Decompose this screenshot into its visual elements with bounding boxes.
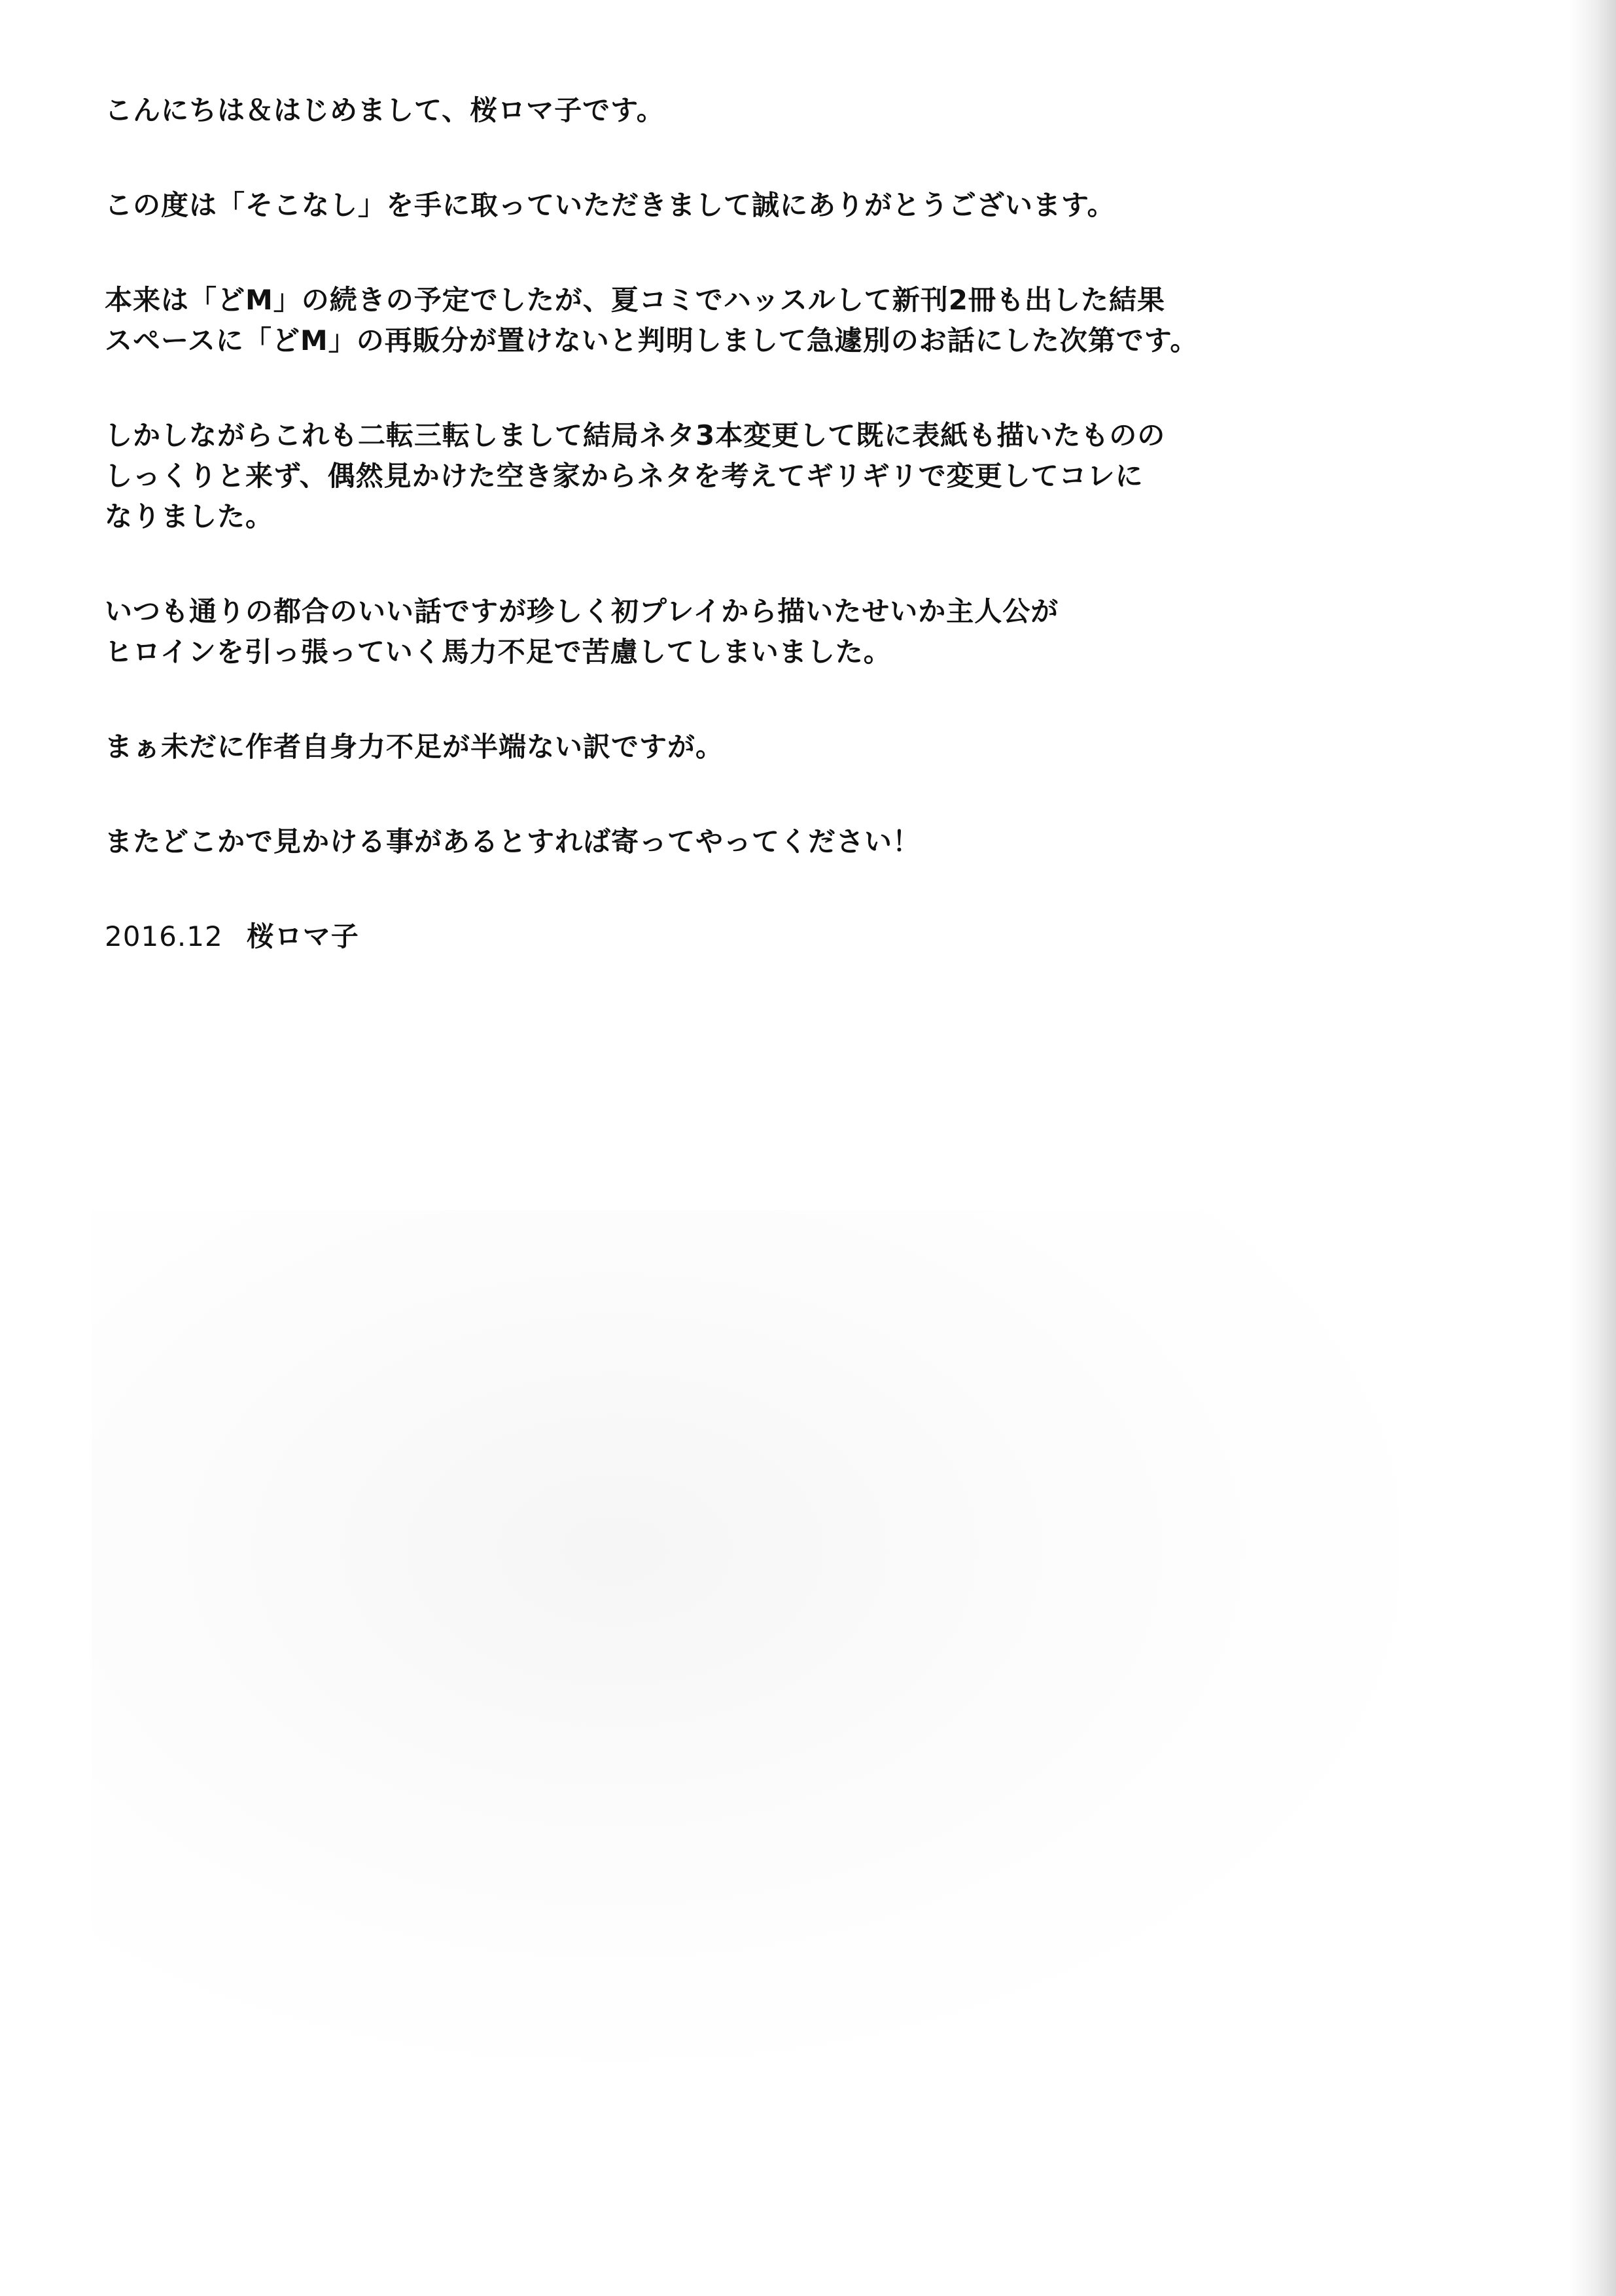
paragraph-background [105, 280, 1413, 361]
text-line: 本来は「どM」の続きの予定でしたが、夏コミでハッスルして新刊2冊も出した結果 [105, 284, 1166, 316]
signature-author: 桜ロマ子 [246, 920, 359, 952]
paragraph-story [105, 591, 1413, 672]
paragraph-author-note [105, 727, 1413, 767]
text-line: いつも通りの都合のいい話ですが珍しく初プレイから描いたせいか主人公が [105, 595, 1059, 627]
text-line: まぁ未だに作者自身力不足が半端ない訳ですが。 [105, 731, 724, 763]
text-line: なりました。 [105, 500, 274, 532]
afterword-text [105, 90, 1413, 957]
paragraph-changes [105, 415, 1413, 537]
text-line: こんにちは＆はじめまして、桜ロマ子です。 [105, 94, 665, 126]
paragraph-greeting [105, 90, 1413, 131]
text-line: またどこかで見かける事があるとすれば寄ってやってください！ [105, 826, 921, 858]
page-edge-shadow [1570, 0, 1616, 2296]
text-line: スペースに「どM」の再販分が置けないと判明しまして急遽別のお話にした次第です。 [105, 324, 1199, 357]
paragraph-thanks [105, 185, 1413, 226]
paragraph-closing [105, 822, 1413, 862]
signature-date: 2016.12 [105, 920, 223, 952]
text-line: しかしながらこれも二転三転しまして結局ネタ3本変更して既に表紙も描いたものの [105, 419, 1166, 451]
text-line: この度は「そこなし」を手に取っていただきまして誠にありがとうございます。 [105, 189, 1115, 221]
text-line: ヒロインを引っ張っていく馬力不足で苦慮してしまいました。 [105, 636, 892, 668]
text-line: しっくりと来ず、偶然見かけた空き家からネタを考えてギリギリで変更してコレに [105, 460, 1144, 492]
reverse-side-bleed [92, 1210, 1400, 2061]
signature [105, 916, 1413, 957]
